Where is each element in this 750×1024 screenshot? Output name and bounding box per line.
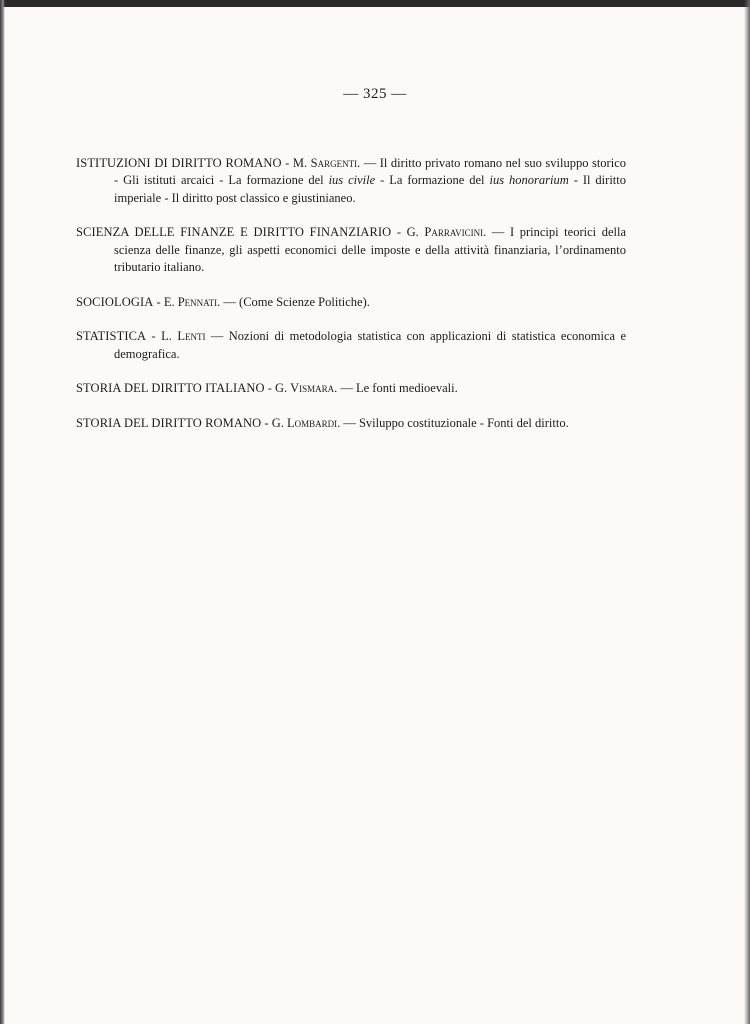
course-description: Il diritto privato romano nel suo sviluppo storico - Gli istituti arcaici - La formazione del	[114, 155, 626, 187]
page-number: — 325 —	[343, 86, 407, 102]
course-entry: SOCIOLOGIA - E. Pennati. — (Come Scienze Politiche).	[76, 294, 370, 309]
course-description: Le fonti medioevali.	[356, 381, 458, 395]
course-author: G. Vismara	[275, 381, 335, 395]
course-entry: ISTITUZIONI DI DIRITTO ROMANO - M. Sargenti. — Il diritto privato romano nel suo sviluppo storico - Gli istituti arcaici - La formazione del ius civile - La formazione del ius honorarium - Il diritto imperiale - Il diritto post classico e giustinianeo.	[76, 155, 626, 205]
scan-edge-left	[0, 0, 5, 1024]
scan-edge-right	[744, 0, 750, 1024]
course-list	[76, 142, 626, 449]
course-description-italic: ius honorarium	[489, 173, 569, 187]
course-entry: STATISTICA - L. Lenti — Nozioni di metodologia statistica con applicazioni di statistica economica e demografica.	[76, 329, 627, 361]
course-author: G. Lombardi	[271, 415, 338, 430]
course-author: E. Pennati	[163, 294, 218, 309]
course-entry: STORIA DEL DIRITTO ROMANO - G. Lombardi. — Sviluppo costituzionale - Fonti del diritto.	[76, 415, 569, 430]
course-title: SOCIOLOGIA	[76, 294, 154, 309]
course-author: L. Lenti	[161, 329, 206, 343]
course-description: - Il diritto imperiale - Il diritto post classico e giustinianeo.	[114, 173, 626, 205]
course-title: SCIENZA DELLE FINANZE E DIRITTO FINANZIARIO	[76, 225, 392, 239]
course-title: ISTITUZIONI DI DIRITTO ROMANO	[76, 155, 282, 170]
course-title: STATISTICA	[76, 329, 147, 343]
course-entry: SCIENZA DELLE FINANZE E DIRITTO FINANZIARIO - G. Parravicini. — I principi teorici della scienza delle finanze, gli aspetti economici delle imposte e della attività finanziaria, l’ordinamento tributario italiano.	[76, 225, 626, 274]
course-title: STORIA DEL DIRITTO ROMANO	[76, 415, 262, 430]
course-description-italic: ius civile	[328, 173, 376, 187]
course-author: M. Sargenti	[292, 155, 358, 170]
course-description: Nozioni di metodologia statistica con applicazioni di statistica economica e demografica.	[114, 329, 627, 361]
scan-edge-top	[0, 0, 750, 7]
course-entry: STORIA DEL DIRITTO ITALIANO - G. Vismara. — Le fonti medioevali.	[76, 381, 458, 395]
course-author: G. Parravicini	[406, 225, 484, 239]
course-title: STORIA DEL DIRITTO ITALIANO	[76, 381, 265, 395]
course-description: - La formazione del	[375, 173, 490, 187]
course-description: (Come Scienze Politiche).	[239, 294, 370, 309]
course-description: Sviluppo costituzionale - Fonti del diritto.	[358, 415, 569, 430]
course-description: I principi teorici della scienza delle finanze, gli aspetti economici delle imposte e della attività finanziaria, l’ordinamento tributario italiano.	[114, 225, 626, 274]
